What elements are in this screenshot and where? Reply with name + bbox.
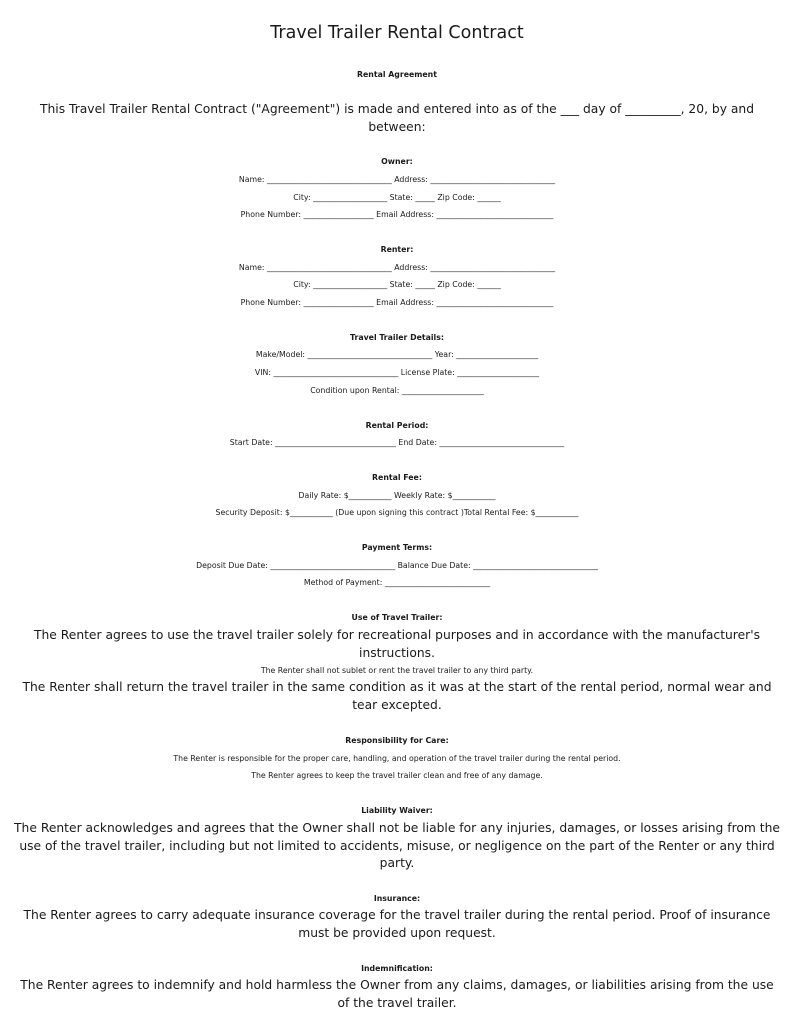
trailer-details-heading: Travel Trailer Details: — [350, 333, 444, 342]
owner-name-address-line: Name: ________________________________ Address: ________________________________ — [238, 175, 556, 184]
liability-paragraph: The Renter acknowledges and agrees that the Owner shall not be liable for any injuries, damages, or losses arising from the use of the travel trailer, including but not limited to accidents, misuse, or negligence on the part of the Renter or any third party. — [14, 821, 780, 870]
use-paragraph-1: The Renter agrees to use the travel trailer solely for recreational purposes and in accordance with the manufacturer's instructions. — [33, 628, 761, 660]
owner-phone-email-line: Phone Number: __________________ Email Address: ______________________________ — [240, 210, 554, 219]
owner-city-state-zip-line: City: ___________________ State: _____ Zip Code: ______ — [293, 193, 501, 202]
indemnification-heading: Indemnification: — [361, 964, 433, 973]
rental-period-heading: Rental Period: — [365, 421, 429, 430]
rental-fee-rates-line: Daily Rate: $___________ Weekly Rate: $___________ — [298, 491, 496, 500]
insurance-paragraph: The Renter agrees to carry adequate insurance coverage for the travel trailer during the rental period. Proof of insurance must be provided upon request. — [23, 908, 771, 940]
renter-name-address-line: Name: ________________________________ Address: ________________________________ — [238, 263, 556, 272]
document-title: Travel Trailer Rental Contract — [270, 23, 524, 43]
payment-terms-heading: Payment Terms: — [361, 543, 433, 552]
rental-fee-heading: Rental Fee: — [372, 473, 422, 482]
trailer-vin-plate-line: VIN: ________________________________ License Plate: _____________________ — [254, 368, 540, 377]
owner-heading: Owner: — [381, 157, 413, 166]
rental-agreement-heading: Rental Agreement — [357, 70, 437, 79]
trailer-condition-line: Condition upon Rental: _____________________ — [310, 386, 484, 395]
rental-fee-deposit-line: Security Deposit: $___________ (Due upon signing this contract )Total Rental Fee: $___________ — [215, 508, 579, 517]
indemnification-paragraph: The Renter agrees to indemnify and hold harmless the Owner from any claims, damages, or liabilities arising from the use of the travel trailer. — [20, 978, 774, 1010]
care-paragraph-1: The Renter is responsible for the proper care, handling, and operation of the travel trailer during the rental period. — [173, 754, 621, 763]
payment-method-line: Method of Payment: ___________________________ — [303, 578, 491, 587]
intro-paragraph: This Travel Trailer Rental Contract ("Agreement") is made and entered into as of the ___ day of _________, 20, by and between: — [39, 102, 755, 134]
renter-phone-email-line: Phone Number: __________________ Email Address: ______________________________ — [240, 298, 554, 307]
use-paragraph-3: The Renter shall return the travel trailer in the same condition as it was at the start of the rental period, normal wear and tear excepted. — [22, 680, 772, 712]
insurance-heading: Insurance: — [373, 894, 421, 903]
liability-heading: Liability Waiver: — [361, 806, 433, 815]
use-heading: Use of Travel Trailer: — [351, 613, 443, 622]
use-paragraph-2: The Renter shall not sublet or rent the travel trailer to any third party. — [260, 666, 534, 675]
payment-due-dates-line: Deposit Due Date: ________________________________ Balance Due Date: ________________________________ — [196, 561, 598, 570]
rental-period-dates-line: Start Date: _______________________________ End Date: ________________________________ — [229, 438, 565, 447]
trailer-make-year-line: Make/Model: ________________________________ Year: _____________________ — [255, 350, 539, 359]
care-heading: Responsibility for Care: — [345, 736, 449, 745]
renter-heading: Renter: — [380, 245, 414, 254]
renter-city-state-zip-line: City: ___________________ State: _____ Zip Code: ______ — [293, 280, 501, 289]
care-paragraph-2: The Renter agrees to keep the travel trailer clean and free of any damage. — [251, 771, 543, 780]
